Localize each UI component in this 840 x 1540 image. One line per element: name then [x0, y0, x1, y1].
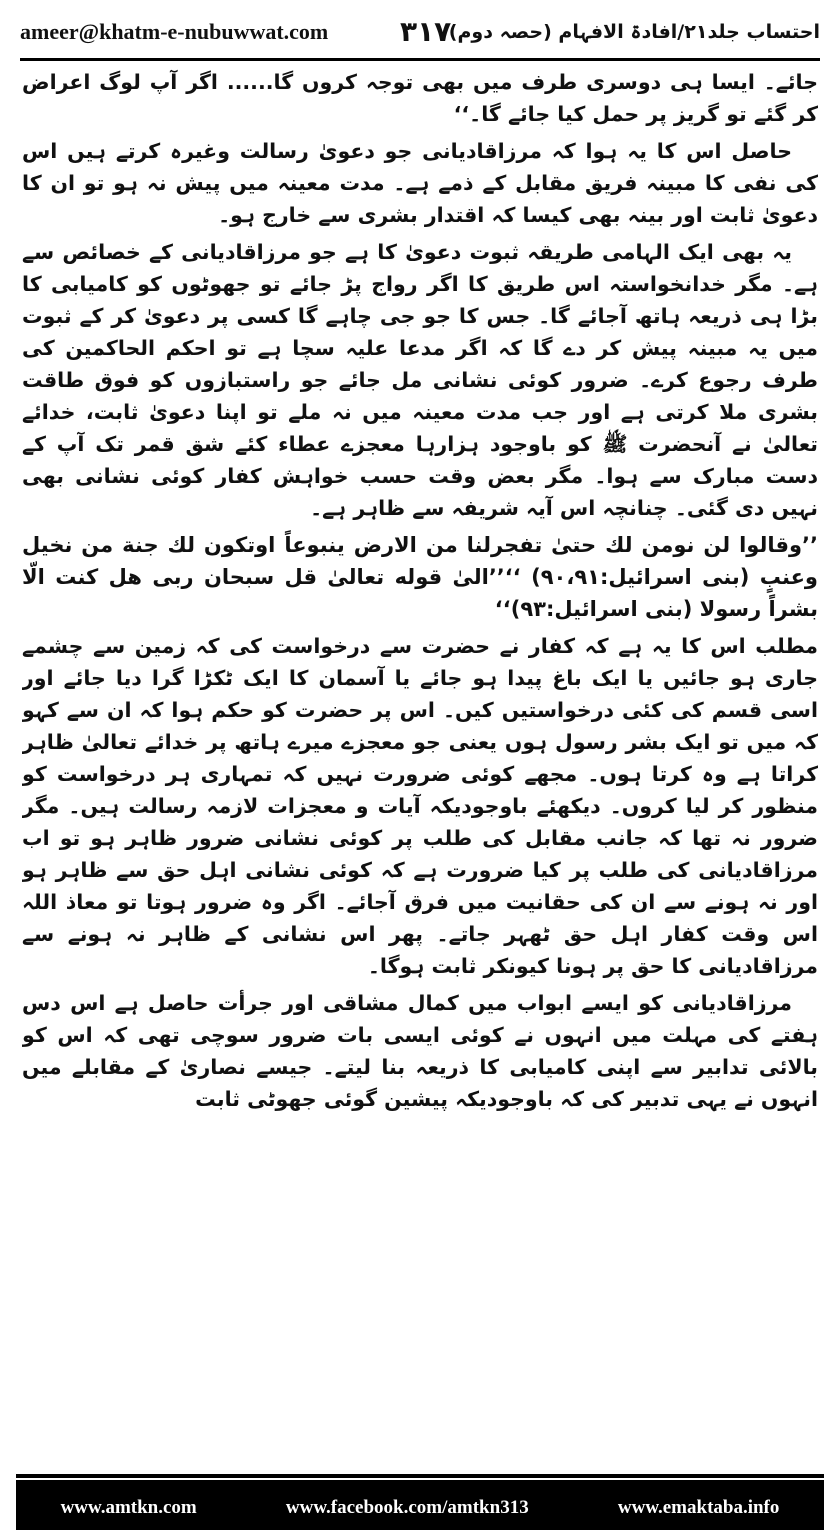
- footer-links: [16, 1490, 824, 1526]
- footer-link-facebook[interactable]: www.facebook.com/amtkn313: [285, 1497, 529, 1518]
- book-title: احتساب جلد۲۱/افادۃ الافہام (حصہ دوم): [448, 21, 820, 43]
- footer-link-emaktaba[interactable]: www.emaktaba.info: [617, 1497, 780, 1518]
- paragraph-1: جائے۔ ایسا ہی دوسری طرف میں بھی توجہ کروں گا...... اگر آپ لوگ اعراض کر گئے تو گریز پر حمل کیا جائے گا۔‘‘: [22, 70, 818, 126]
- page-header: [20, 14, 820, 50]
- paragraph-5: مرزاقادیانی کو ایسے ابواب میں کمال مشاقی اور جرأت حاصل ہے اس دس ہفتے کی مہلت میں انہوں نے کوئی ایسی بات ضرور سوچی تھی کہ اس کو بالائی تدابیر سے اپنی کامیابی کا ذریعہ بنا لیتے۔ جیسے نصاریٰ کے مقابلے میں انہوں نے یہی تدبیر کی کہ باوجودیکہ پیشین گوئی جھوٹی ثابت: [22, 991, 818, 1111]
- paragraph-3: یہ بھی ایک الہامی طریقہ ثبوت دعویٰ کا ہے جو مرزاقادیانی کے خصائص سے ہے۔ مگر خدانخواستہ اس طریق کا اگر رواج پڑ جائے تو جھوٹوں کو کامیابی کا بڑا ہی ذریعہ ہاتھ آجائے گا۔ جس کا جو جی چاہے گا کسی پر دعویٰ کر کے ثبوت میں یہ مبینہ پیش کر دے گا کہ اگر مدعا علیہ سچا ہے تو احکم الحاکمین کی طرف رجوع کرے۔ ضرور کوئی نشانی مل جائے جو راستبازوں کو فوق طاقت بشری ملا کرتی ہے اور جب مدت معینہ میں نہ ملے تو اپنا دعویٰ ثابت، خدائے تعالیٰ نے آنحضرت ﷺ کو باوجود ہزارہا معجزے عطاء کئے شق قمر تک آپ کے دست مبارک سے ہوا۔ مگر بعض وقت حسب خواہش کفار کوئی نشانی بھی نہیں دی گئی۔ چنانچہ اس آیہ شریفہ سے ظاہر ہے۔: [22, 240, 818, 520]
- quran-quote: ’’وقالوا لن نومن لك حتىٰ تفجرلنا من الارض ينبوعاً اوتكون لك جنة من نخيل وعنبٍ (بنی اسرائیل:۹۰،۹۱) ‘‘’’الیٰ قوله تعالیٰ قل سبحان ربی هل كنت الّا بشراً رسولا (بنی اسرائیل:۹۳)‘‘: [22, 533, 818, 621]
- footer-divider: [16, 1478, 824, 1480]
- header-divider: [20, 58, 820, 61]
- page-number: ۳۱۷: [400, 15, 452, 48]
- footer-link-amtkn[interactable]: www.amtkn.com: [60, 1497, 197, 1518]
- paragraph-2: حاصل اس کا یہ ہوا کہ مرزاقادیانی جو دعویٰ رسالت وغیرہ کرتے ہیں اس کی نفی کا مبینہ فریق مقابل کے ذمے ہے۔ مدت معینہ میں پیش نہ ہو تو ان کا دعویٰ ثابت اور بینہ بھی کیسا کہ اقتدار بشری سے خارج ہو۔: [22, 139, 818, 227]
- paragraph-4: مطلب اس کا یہ ہے کہ کفار نے حضرت سے درخواست کی کہ زمین سے چشمے جاری ہو جائیں یا ایک باغ پیدا ہو جائے یا آسمان کا ایک ٹکڑا گرا دیا جائے اور اسی قسم کی کئی درخواستیں کیں۔ اس پر حضرت کو حکم ہوا کہ ان سے کہو کہ میں تو ایک بشر رسول ہوں یعنی جو معجزے میرے ہاتھ پر خدائے تعالیٰ ظاہر کراتا ہے وہ کرتا ہوں۔ مجھے کوئی ضرورت نہیں کہ تمہاری ہر درخواست کو منظور کر لیا کروں۔ دیکھئے باوجودیکہ آیات و معجزات لازمہ رسالت ہیں۔ مگر ضرور نہ تھا کہ جانب مقابل کی طلب پر کوئی نشانی ضرور ظاہر ہو تو اب مرزاقادیانی کی طلب پر کیا ضرورت ہے کہ کوئی نشانی اہل حق سے ظاہر ہو اور نہ ہونے سے ان کی حقانیت میں فرق آجائے۔ اگر وہ ضرور ہوتا تو معاذ اللہ اس وقت کفار اہل حق ٹھہر جاتے۔ پھر اس نشانی کے ظاہر نہ ہونے سے مرزاقادیانی کا حق پر ہونا کیونکر ثابت ہوگا۔: [22, 634, 818, 978]
- page-body: [22, 66, 818, 1456]
- header-email: ameer@khatm-e-nubuwwat.com: [20, 19, 329, 44]
